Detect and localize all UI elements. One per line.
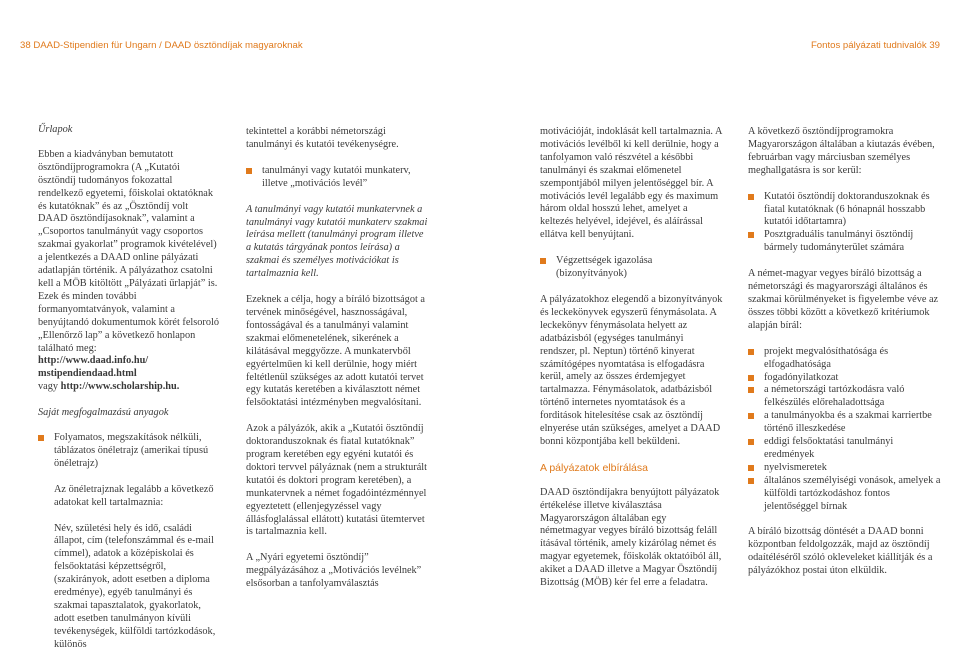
link-scholarship[interactable]: http://www.scholarship.hu. [60, 381, 180, 393]
list-item: általános személyiségi vonások, amelyek a külföldi tartózkodáshoz fontos jelentőséggel bírnak [748, 475, 944, 514]
list-item: tanulmányi vagy kutatói munkaterv, illetve „motivációs levél” [246, 165, 431, 191]
list-item: nyelvismeretek [748, 462, 944, 475]
list-item: Folyamatos, megszakítások nélküli, táblázatos önéletrajz (amerikai típusú önéletrajz) [38, 432, 220, 471]
list-item: projekt megvalósíthatósága és elfogadhatósága [748, 346, 944, 372]
list-item: Kutatói ösztöndíj doktoranduszoknak és fiatal kutatóknak (6 hónapnál hosszabb kutatói időtartamra) [748, 191, 944, 230]
page-header-left: 38 DAAD-Stipendien für Ungarn / DAAD ösztöndíjak magyaroknak [20, 40, 303, 51]
section-heading-own-materials: Saját megfogalmazású anyagok [38, 407, 169, 419]
list-item: fogadónyilatkozat [748, 372, 944, 385]
column-3 [540, 126, 723, 603]
section-heading-forms: Űrlapok [38, 124, 73, 135]
bullet-list [246, 165, 431, 191]
paragraph: tekintettel a korábbi németországi tanulmányi és kutatói tevékenységre. [246, 126, 399, 150]
paragraph: A német-magyar vegyes bíráló bizottság a németországi és magyarországi általános és szakmai körülményeket is figyelembe véve az összes többi között a következő kritériumok alapján bírál: [748, 268, 939, 331]
column-1 [38, 124, 220, 665]
paragraph: A tanulmányi vagy kutatói munkatervnek a tanulmányi vagy kutatói munkaterv szakmai leírása mellett (tanulmányi program illetve a kutatás tárgyának pontos leírása) a szakmai és személyes motivációkat is tartalmaznia kell. [246, 203, 428, 280]
list-item: a tanulmányokba és a szakmai karriertbe történő illeszkedése [748, 410, 944, 436]
paragraph: Az önéletrajznak legalább a következő adatokat kell tartalmaznia: [54, 483, 214, 508]
section-heading-evaluation: A pályázatok elbírálása [540, 461, 648, 474]
paragraph: A bíráló bizottság döntését a DAAD bonni központban feldolgozzák, majd az ösztöndíj odaítéléséről szóló okleveleket kiállítják és a pályázókhoz postai úton elküldik. [748, 526, 933, 577]
column-2 [246, 126, 431, 604]
bullet-list-interview [748, 191, 944, 256]
paragraph: A „Nyári egyetemi ösztöndíj” megpályázásához a „Motivációs levélnek” elsősorban a tanfolyamválasztás [246, 552, 422, 590]
or-text: vagy [38, 381, 59, 393]
column-4 [748, 126, 944, 591]
paragraph: A pályázatokhoz elegendő a bizonyítványok és leckekönyvek egyszerű fénymásolata. A leckekönyv fénymásolata helyett az adatbázisból (egységes tanulmányi rendszer, pl. Neptun) történő kinyerat számítógépes nyomtatása is elfogadásra kerül, amely az összes érdemjegyet tartalmazza. Fénymásolatok, adatbázisból történő internetes nyomtatások és a forditások hitelesítése csak az ösztöndíj elnyerése után szükséges, amelyet a DAAD bonni központjába kell beküldeni. [540, 293, 723, 447]
bullet-list [38, 432, 220, 471]
paragraph: Ezeknek a célja, hogy a bíráló bizottságot a tervének minőségével, hasznosságával, fontosságával és a tanulmányi valamint szakmai előmenetelének, sikerének a kilátásával meggyőzze. A munkatervből egyértelműen ki kell derülnie, hogy miért feltétlenül szükséges az adott kutatói tervet egy kutatás keretében a kiválasztott német felsőoktatási intézményben megvalósítani. [246, 294, 425, 409]
list-item: Posztgraduális tanulmányi ösztöndíj bármely tudományterület számára [748, 229, 944, 255]
page-header-right: Fontos pályázati tudnivalók 39 [810, 40, 940, 51]
paragraph: DAAD ösztöndíjakra benyújtott pályázatok értékelése illetve kiválasztása Magyarországon általában egy németmagyar vegyes bíráló bizottság feláll ításával történik, amely kizárólag német és magyar egyetemek, főiskolák oktatóiból áll, akiket a DAAD illetve a Magyar Ösztöndíj Bizottság (MÖB) kér fel erre a feladatra. [540, 486, 722, 589]
list-item: a németországi tartózkodásra való felkészülés előrehaladottsága [748, 384, 944, 410]
paragraph-text: Ebben a kiadványban bemutatott ösztöndíjprogramokra (A „Kutatói ösztöndíj tudományos fokozattal rendelkező egyetemi, főiskolai oktatóknak és kutatóknak” és az „Ösztöndíj volt DAAD ösztöndíjasoknak”, valamint a „Csoportos tanulmányút vagy csoportos szakmai gyakorlat” programok kivételével) a jelentkezés a DAAD online pályázati adatlapján történik. A pályázathoz csatolni kell a MÖB kitöltött „Pályázati űrlapját” is. Ezek és minden további formanyomtatványok, valamint a benyújtandó dokumentumok körét felsoroló „Ellenőrző lap” a következő honlapon található meg: [38, 148, 220, 354]
paragraph: Név, születési hely és idő, családi állapot, cím (telefonszámmal és e-mail címmel), adatok a középiskolai és felsőoktatási képzettségről, (szakirányok, adott esetben a diploma eredménye), egyéb tanulmányi és szakmai tapasztalatok, gyakorlatok, adott esetben tanulmányon kívüli tevékenységek, külföldi tartózkodások, különös [54, 522, 216, 650]
paragraph: motivációját, indoklását kell tartalmaznia. A motivációs levélből ki kell derülnie, hogy a tanfolyamon való részvétel a későbbi tanulmányi és szakmai előmenetel szempontjából milyen jelentőséggel bír. A motivációs levél legalább egy és maximum három oldal hosszú lehet, amelyet a keltezés helyével, idejével, és aláírással ellátva kell benyújtani. [540, 126, 722, 241]
list-item: Végzettségek igazolása (bizonyítványok) [540, 255, 723, 281]
paragraph: Azok a pályázók, akik a „Kutatói ösztöndíj doktoranduszoknak és fiatal kutatóknak” program keretében egy egyéni kutatói és doktori tervvel pályáznak (nem a strukturált kutatói és doktori program keretében), a munkatervnek a német fogadóintézménnyel egyeztetett (ellenjegyzéssel vagy állásfoglalással ellátott) kutatási ütemtervet is tartalmaznia kell. [246, 423, 427, 538]
bullet-list [540, 255, 723, 281]
paragraph: A következő ösztöndíjprogramokra Magyarországon általában a kiutazás évében, februárban vagy márciusban személyes meghallgatásra is sor kerül: [748, 126, 935, 176]
list-item: eddigi felsőoktatási tanulmányi eredmények [748, 436, 944, 462]
link-daad[interactable]: http://www.daad.info.hu/ mstipendiendaad.html [38, 355, 149, 380]
bullet-list-criteria [748, 346, 944, 514]
paragraph [38, 149, 220, 394]
